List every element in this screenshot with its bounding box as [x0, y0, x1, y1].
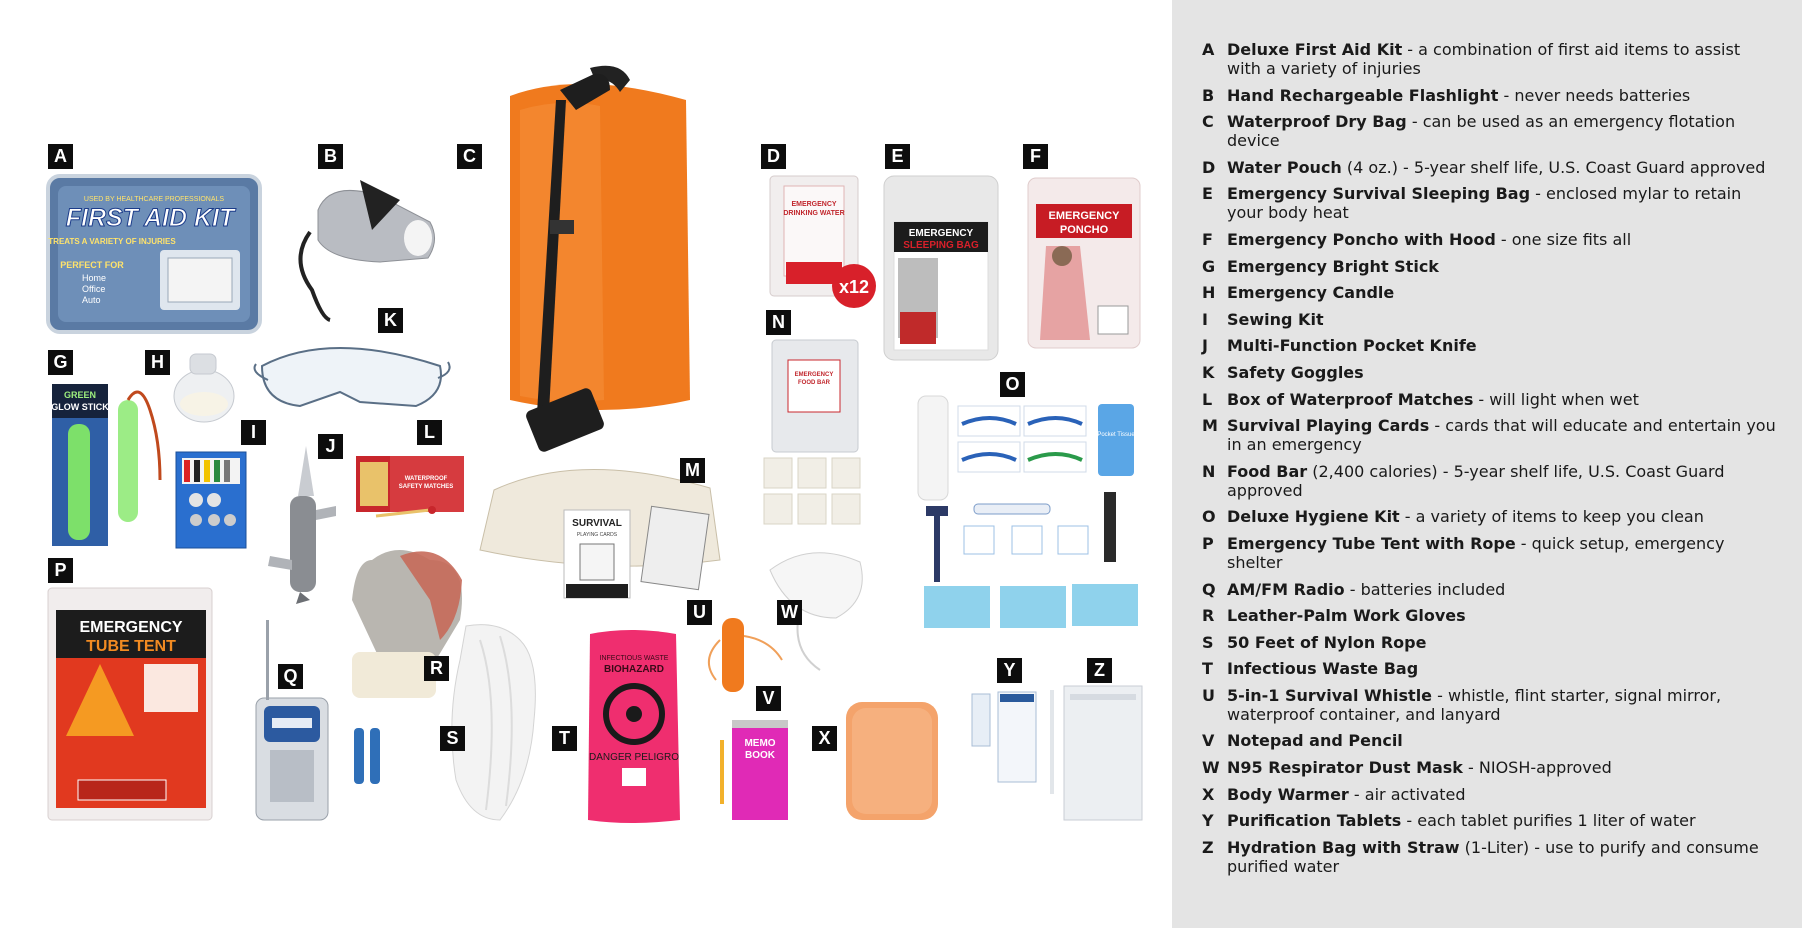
svg-text:SURVIVAL: SURVIVAL [572, 518, 622, 529]
hygiene-kit [918, 396, 1138, 628]
tag-f: F [1023, 144, 1048, 169]
legend-item-z: Z Hydration Bag with Straw (1-Liter) - use to purify and consume purified water [1202, 837, 1759, 876]
legend-item-b: B Hand Rechargeable Flashlight - never needs batteries [1202, 85, 1691, 105]
svg-text:FOOD BAR: FOOD BAR [798, 380, 830, 386]
legend-item-m: M Survival Playing Cards - cards that will educate and entertain you in an emergency [1202, 416, 1776, 455]
legend-item-t: T Infectious Waste Bag [1202, 659, 1419, 679]
legend-item-i: I Sewing Kit [1202, 309, 1324, 329]
svg-text:WATERPROOF: WATERPROOF [404, 476, 448, 482]
svg-text:TREATS A VARIETY OF INJURIES: TREATS A VARIETY OF INJURIES [48, 237, 176, 246]
tag-h: H [145, 350, 170, 375]
svg-text:x12: x12 [838, 277, 870, 297]
legend-item-e: E Emergency Survival Sleeping Bag - enclosed mylar to retain your body heat [1202, 184, 1742, 223]
svg-text:MEMO: MEMO [744, 738, 776, 749]
tag-t: T [552, 726, 577, 751]
legend-item-v: V Notepad and Pencil [1202, 731, 1403, 751]
legend-item-w: W N95 Respirator Dust Mask - NIOSH-approved [1202, 758, 1612, 778]
flashlight [300, 180, 434, 320]
tag-y: Y [997, 658, 1022, 683]
legend-item-c: C Waterproof Dry Bag - can be used as an emergency flotation device [1202, 112, 1736, 151]
body-warmer [846, 702, 938, 820]
svg-text:PERFECT FOR: PERFECT FOR [60, 260, 124, 270]
glow-stick [51, 384, 160, 546]
svg-text:SLEEPING BAG: SLEEPING BAG [903, 240, 979, 251]
legend-panel [1172, 0, 1802, 928]
svg-text:USED BY HEALTHCARE PROFESSIONA: USED BY HEALTHCARE PROFESSIONALS [83, 196, 225, 203]
dry-bag [510, 66, 690, 454]
tag-k: K [378, 308, 403, 333]
tag-z: Z [1087, 658, 1112, 683]
tag-c: C [457, 144, 482, 169]
legend-item-y: Y Purification Tablets - each tablet purifies 1 liter of water [1202, 811, 1696, 831]
svg-text:BOOK: BOOK [745, 750, 775, 761]
first-aid-kit [48, 176, 260, 332]
radio [256, 620, 380, 820]
legend-item-k: K Safety Goggles [1202, 362, 1364, 382]
svg-text:BIOHAZARD: BIOHAZARD [604, 664, 664, 675]
survival-whistle [709, 618, 782, 692]
tag-n: N [766, 310, 791, 335]
tag-u: U [687, 600, 712, 625]
tag-g: G [48, 350, 73, 375]
tube-tent [48, 588, 212, 820]
legend-item-p: P Emergency Tube Tent with Rope - quick setup, emergency shelter [1202, 533, 1725, 572]
tag-x: X [812, 726, 837, 751]
legend-item-n: N Food Bar (2,400 calories) - 5-year shelf life, U.S. Coast Guard approved [1202, 461, 1725, 500]
svg-text:Auto: Auto [82, 295, 101, 305]
tag-d: D [761, 144, 786, 169]
svg-text:INFECTIOUS WASTE: INFECTIOUS WASTE [599, 655, 669, 662]
svg-text:TUBE TENT: TUBE TENT [86, 638, 176, 655]
legend-list [1202, 40, 1777, 883]
poncho [1028, 178, 1140, 348]
svg-text:PONCHO: PONCHO [1059, 224, 1109, 236]
legend-item-u: U 5-in-1 Survival Whistle - whistle, flint starter, signal mirror, waterproof container, and lanyard [1202, 685, 1722, 724]
tag-w: W [777, 600, 802, 625]
tag-l: L [417, 420, 442, 445]
playing-cards [480, 469, 720, 598]
svg-text:GLOW STICK: GLOW STICK [51, 402, 109, 412]
legend-item-d: D Water Pouch (4 oz.) - 5-year shelf life, U.S. Coast Guard approved [1202, 157, 1766, 177]
legend-item-f: F Emergency Poncho with Hood - one size fits all [1202, 229, 1632, 249]
tag-s: S [440, 726, 465, 751]
legend-item-r: R Leather-Palm Work Gloves [1202, 606, 1466, 626]
tag-a: A [48, 144, 73, 169]
matches [356, 456, 464, 516]
svg-text:EMERGENCY: EMERGENCY [79, 619, 183, 636]
legend-item-x: X Body Warmer - air activated [1202, 784, 1466, 804]
tag-v: V [756, 686, 781, 711]
svg-text:FIRST AID KIT: FIRST AID KIT [65, 204, 235, 232]
tag-o: O [1000, 372, 1025, 397]
svg-text:SAFETY MATCHES: SAFETY MATCHES [398, 484, 454, 490]
svg-text:DANGER PELIGRO: DANGER PELIGRO [588, 752, 680, 763]
pocket-knife [268, 446, 336, 604]
legend-item-s: S 50 Feet of Nylon Rope [1202, 632, 1427, 652]
sewing-kit [176, 452, 246, 548]
tag-r: R [424, 656, 449, 681]
legend-item-o: O Deluxe Hygiene Kit - a variety of items to keep you clean [1202, 507, 1704, 527]
svg-text:Office: Office [82, 284, 106, 294]
svg-text:Home: Home [82, 273, 107, 283]
svg-text:Pocket Tissue: Pocket Tissue [1097, 432, 1135, 438]
svg-text:GREEN: GREEN [63, 390, 97, 400]
tag-j: J [318, 434, 343, 459]
svg-text:EMERGENCY: EMERGENCY [1048, 210, 1120, 222]
purification-tablets [972, 690, 1054, 794]
svg-text:EMERGENCY: EMERGENCY [908, 228, 974, 239]
svg-text:PLAYING CARDS: PLAYING CARDS [576, 532, 618, 538]
legend-item-l: L Box of Waterproof Matches - will light when wet [1202, 389, 1639, 409]
svg-text:EMERGENCY: EMERGENCY [794, 372, 834, 378]
legend-item-a: A Deluxe First Aid Kit - a combination of first aid items to assist with a variety of injuries [1202, 40, 1741, 78]
food-bar [764, 340, 860, 524]
svg-text:EMERGENCY: EMERGENCY [791, 201, 837, 208]
candle [174, 354, 234, 422]
legend-item-j: J Multi-Function Pocket Knife [1202, 336, 1477, 356]
tag-i: I [241, 420, 266, 445]
svg-text:DRINKING WATER: DRINKING WATER [783, 210, 845, 217]
sleeping-bag [884, 176, 998, 360]
biohazard-bag [588, 630, 680, 823]
tag-e: E [885, 144, 910, 169]
legend-item-g: G Emergency Bright Stick [1202, 256, 1439, 276]
tag-q: Q [278, 664, 303, 689]
safety-goggles [255, 348, 450, 406]
tag-b: B [318, 144, 343, 169]
water-pouch [770, 176, 876, 308]
tag-m: M [680, 458, 705, 483]
legend-item-q: Q AM/FM Radio - batteries included [1202, 579, 1506, 599]
nylon-rope [452, 625, 536, 820]
tag-p: P [48, 558, 73, 583]
legend-item-h: H Emergency Candle [1202, 283, 1395, 303]
hydration-bag [1064, 686, 1142, 820]
notepad [720, 720, 788, 820]
